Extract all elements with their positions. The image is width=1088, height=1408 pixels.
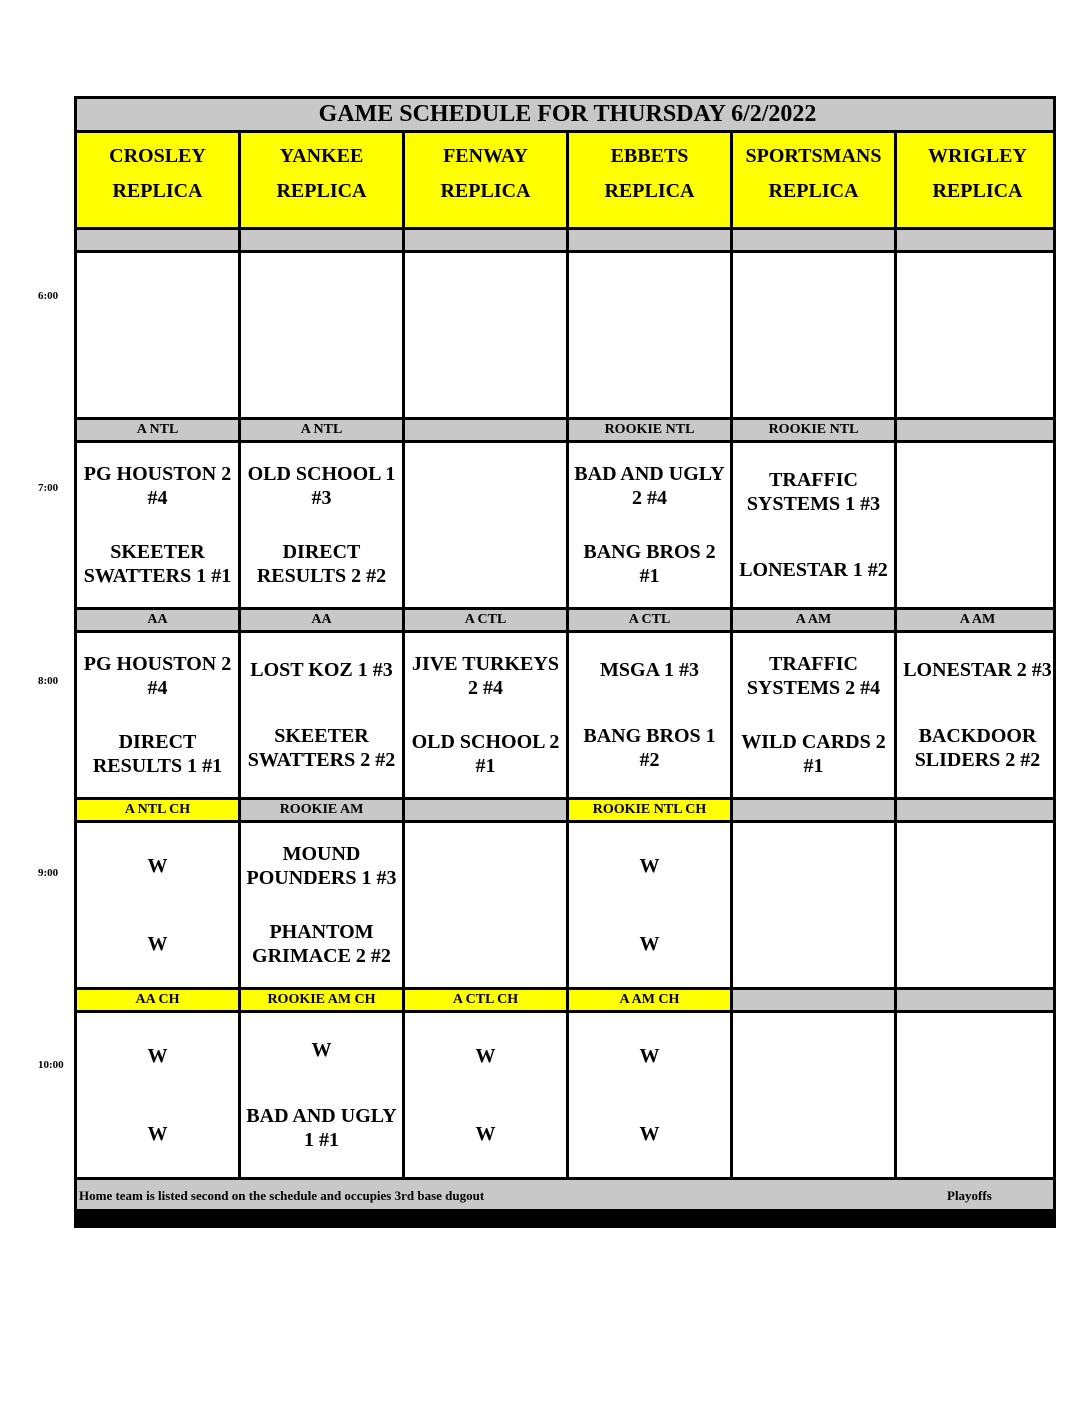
game-cell [241,1013,402,1177]
away-team: TRAFFIC SYSTEMS 1 #3 [746,469,881,515]
venue-header [897,133,1056,227]
venue-name: CROSLEY [109,145,206,167]
game-cell [241,633,402,797]
division-label: ROOKIE AM [241,800,402,820]
home-team: BANG BROS 2 #1 [583,541,716,587]
division-label: AA [241,610,402,630]
away-team: W [639,1045,660,1067]
division-label: AA [77,610,238,630]
away-team: PG HOUSTON 2 #4 [83,653,232,699]
game-cell [897,253,1056,417]
division-label [897,230,1056,250]
away-team: PG HOUSTON 2 #4 [83,463,232,509]
game-cell [405,633,566,797]
venue-name: EBBETS [610,145,689,167]
time-label: 8:00 [38,675,59,687]
division-label [405,230,566,250]
home-team: BAD AND UGLY 1 #1 [246,1105,397,1151]
division-label: A NTL CH [77,800,238,820]
home-team: W [475,1123,496,1145]
division-label [569,230,730,250]
game-cell [77,253,238,417]
home-team: W [147,933,168,955]
home-team: W [639,1123,660,1145]
away-team: LOST KOZ 1 #3 [250,659,393,681]
away-team: MOUND POUNDERS 1 #3 [246,843,397,889]
venue-header [241,133,402,227]
game-cell [77,443,238,607]
venue-header [405,133,566,227]
division-label [733,800,894,820]
game-cell [897,443,1056,607]
away-team: W [147,1045,168,1067]
venue-header [733,133,894,227]
schedule-title: GAME SCHEDULE FOR THURSDAY 6/2/2022 [77,99,1056,130]
home-team: SKEETER SWATTERS 2 #2 [247,725,396,771]
away-team: W [639,855,660,877]
venue-name: WRIGLEY [928,145,1027,167]
venue-sub: REPLICA [276,180,367,202]
venue-name: SPORTSMANS [745,145,882,167]
game-cell [733,253,894,417]
division-label [405,420,566,440]
game-cell [733,823,894,987]
game-cell [405,253,566,417]
footer-playoffs: Playoffs [947,1188,992,1203]
division-label [897,420,1056,440]
footer-row [77,1180,1056,1209]
away-team: OLD SCHOOL 1 #3 [247,463,396,509]
division-label: A CTL [405,610,566,630]
home-team: BACKDOOR SLIDERS 2 #2 [914,725,1041,771]
division-label [897,800,1056,820]
home-team: PHANTOM GRIMACE 2 #2 [252,921,391,967]
game-cell [569,1013,730,1177]
home-team: LONESTAR 1 #2 [739,559,888,581]
division-label: A NTL [77,420,238,440]
venue-name: FENWAY [443,145,528,167]
time-label: 9:00 [38,867,59,879]
home-team: DIRECT RESULTS 1 #1 [92,731,223,777]
game-cell [77,1013,238,1177]
division-label [241,230,402,250]
footer-note: Home team is listed second on the schedule and occupies 3rd base dugout [79,1188,485,1203]
away-team: W [311,1039,332,1061]
venue-name: YANKEE [279,145,364,167]
division-label: ROOKIE NTL [733,420,894,440]
home-team: SKEETER SWATTERS 1 #1 [83,541,232,587]
division-label: A AM [733,610,894,630]
game-cell [405,823,566,987]
division-label: A AM CH [569,990,730,1010]
game-cell [897,633,1056,797]
schedule-table [74,96,1056,1228]
away-team: MSGA 1 #3 [600,659,699,681]
game-cell [405,1013,566,1177]
game-cell [241,253,402,417]
division-label: A CTL [569,610,730,630]
division-label: ROOKIE NTL [569,420,730,440]
away-team: LONESTAR 2 #3 [903,659,1052,681]
game-cell [569,443,730,607]
time-label: 7:00 [38,482,59,494]
game-cell [569,633,730,797]
venue-sub: REPLICA [604,180,695,202]
home-team: DIRECT RESULTS 2 #2 [256,541,387,587]
game-cell [897,1013,1056,1177]
division-label: A NTL [241,420,402,440]
division-label: ROOKIE NTL CH [569,800,730,820]
division-label [77,230,238,250]
game-cell [897,823,1056,987]
division-label [733,990,894,1010]
game-cell [733,443,894,607]
away-team: BAD AND UGLY 2 #4 [574,463,725,509]
away-team: JIVE TURKEYS 2 #4 [412,653,559,699]
division-label [733,230,894,250]
venue-sub: REPLICA [112,180,203,202]
venue-header [77,133,238,227]
game-cell [733,1013,894,1177]
game-cell [77,823,238,987]
away-team: TRAFFIC SYSTEMS 2 #4 [746,653,881,699]
division-label [405,800,566,820]
time-label: 10:00 [38,1059,64,1071]
home-team: W [639,933,660,955]
game-cell [569,823,730,987]
time-label: 6:00 [38,290,59,302]
division-label [897,990,1056,1010]
venue-sub: REPLICA [440,180,531,202]
away-team: W [475,1045,496,1067]
game-cell [241,823,402,987]
home-team: WILD CARDS 2 #1 [741,731,886,777]
division-label: A AM [897,610,1056,630]
home-team: BANG BROS 1 #2 [583,725,716,771]
game-cell [569,253,730,417]
away-team: W [147,855,168,877]
game-cell [733,633,894,797]
home-team: W [147,1123,168,1145]
game-cell [241,443,402,607]
game-cell [77,633,238,797]
venue-sub: REPLICA [768,180,859,202]
division-label: A CTL CH [405,990,566,1010]
game-cell [405,443,566,607]
division-label: AA CH [77,990,238,1010]
venue-header [569,133,730,227]
venue-sub: REPLICA [932,180,1023,202]
division-label: ROOKIE AM CH [241,990,402,1010]
home-team: OLD SCHOOL 2 #1 [411,731,560,777]
